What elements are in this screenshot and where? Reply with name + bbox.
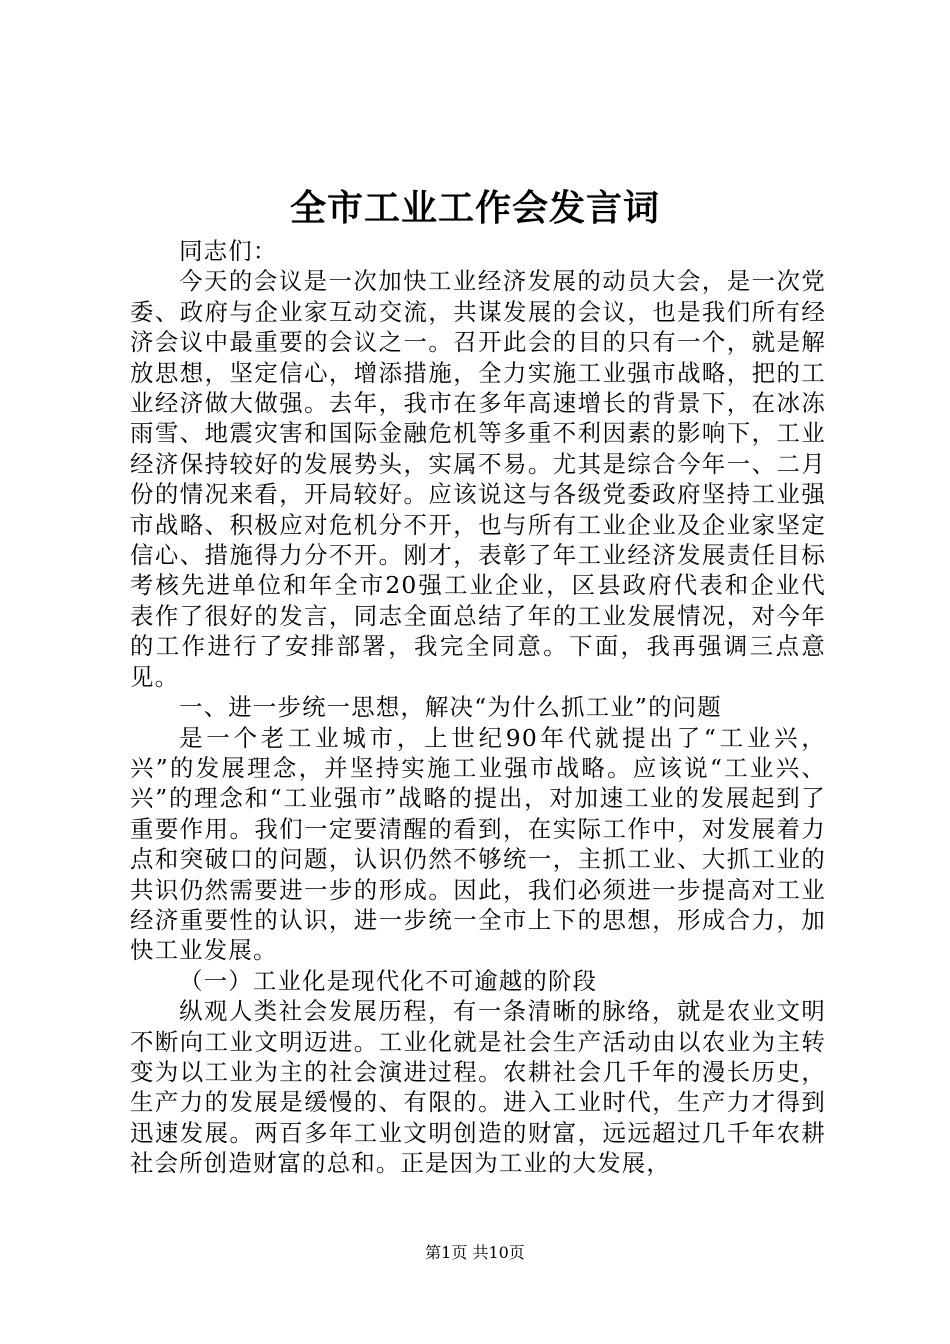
document-title: 全市工业工作会发言词 <box>289 187 660 229</box>
section-heading: 一、进一步统一思想，解决“为什么抓工业”的问题 <box>179 693 722 722</box>
page-number-footer: 第1页 共10页 <box>425 1243 525 1262</box>
body-paragraph: 纵观人类社会发展历程，有一条清晰的脉络，就是农业文明不断向工业文明迈进。工业化就是社会生产活动由以农业为主转变为以工业为主的社会演进过程。农耕社会几千年的漫长历史，生产力的发展是缓慢的、有限的。进入工业时代，生产力才得到迅速发展。两百多年工业文明创造的财富，远远超过几千年农耕社会所创造财富的总和。正是因为工业的大发展， <box>130 997 826 1178</box>
greeting-paragraph: 同志们： <box>179 237 278 265</box>
subsection-heading: （一）工业化是现代化不可逾越的阶段 <box>179 966 598 995</box>
body-paragraph: 是一个老工业城市，上世纪90年代就提出了“工业兴，兴”的发展理念，并坚持实施工业强市战略。应该说“工业兴、兴”的理念和“工业强市”战略的提出，对加速工业的发展起到了重要作用。我们一定要清醒的看到，在实际工作中，对发展着力点和突破口的问题，认识仍然不够统一，主抓工业、大抓工业的共识仍然需要进一步的形成。因此，我们必须进一步提高对工业经济重要性的认识，进一步统一全市上下的思想，形成合力，加快工业发展。 <box>130 723 826 965</box>
document-body <box>130 236 826 1179</box>
body-paragraph: 今天的会议是一次加快工业经济发展的动员大会，是一次党委、政府与企业家互动交流，共谋发展的会议，也是我们所有经济会议中最重要的会议之一。召开此会的目的只有一个，就是解放思想，坚定信心，增添措施，全力实施工业强市战略，把的工业经济做大做强。去年，我市在多年高速增长的背景下，在冰冻雨雪、地震灾害和国际金融危机等多重不利因素的影响下，工业经济保持较好的发展势头，实属不易。尤其是综合今年一、二月份的情况来看，开局较好。应该说这与各级党委政府坚持工业强市战略、积极应对危机分不开，也与所有工业企业及企业家坚定信心、措施得力分不开。刚才，表彰了年工业经济发展责任目标考核先进单位和年全市20强工业企业，区县政府代表和企业代表作了很好的发言，同志全面总结了年的工业发展情况，对今年的工作进行了安排部署，我完全同意。下面，我再强调三点意见。 <box>130 267 826 691</box>
